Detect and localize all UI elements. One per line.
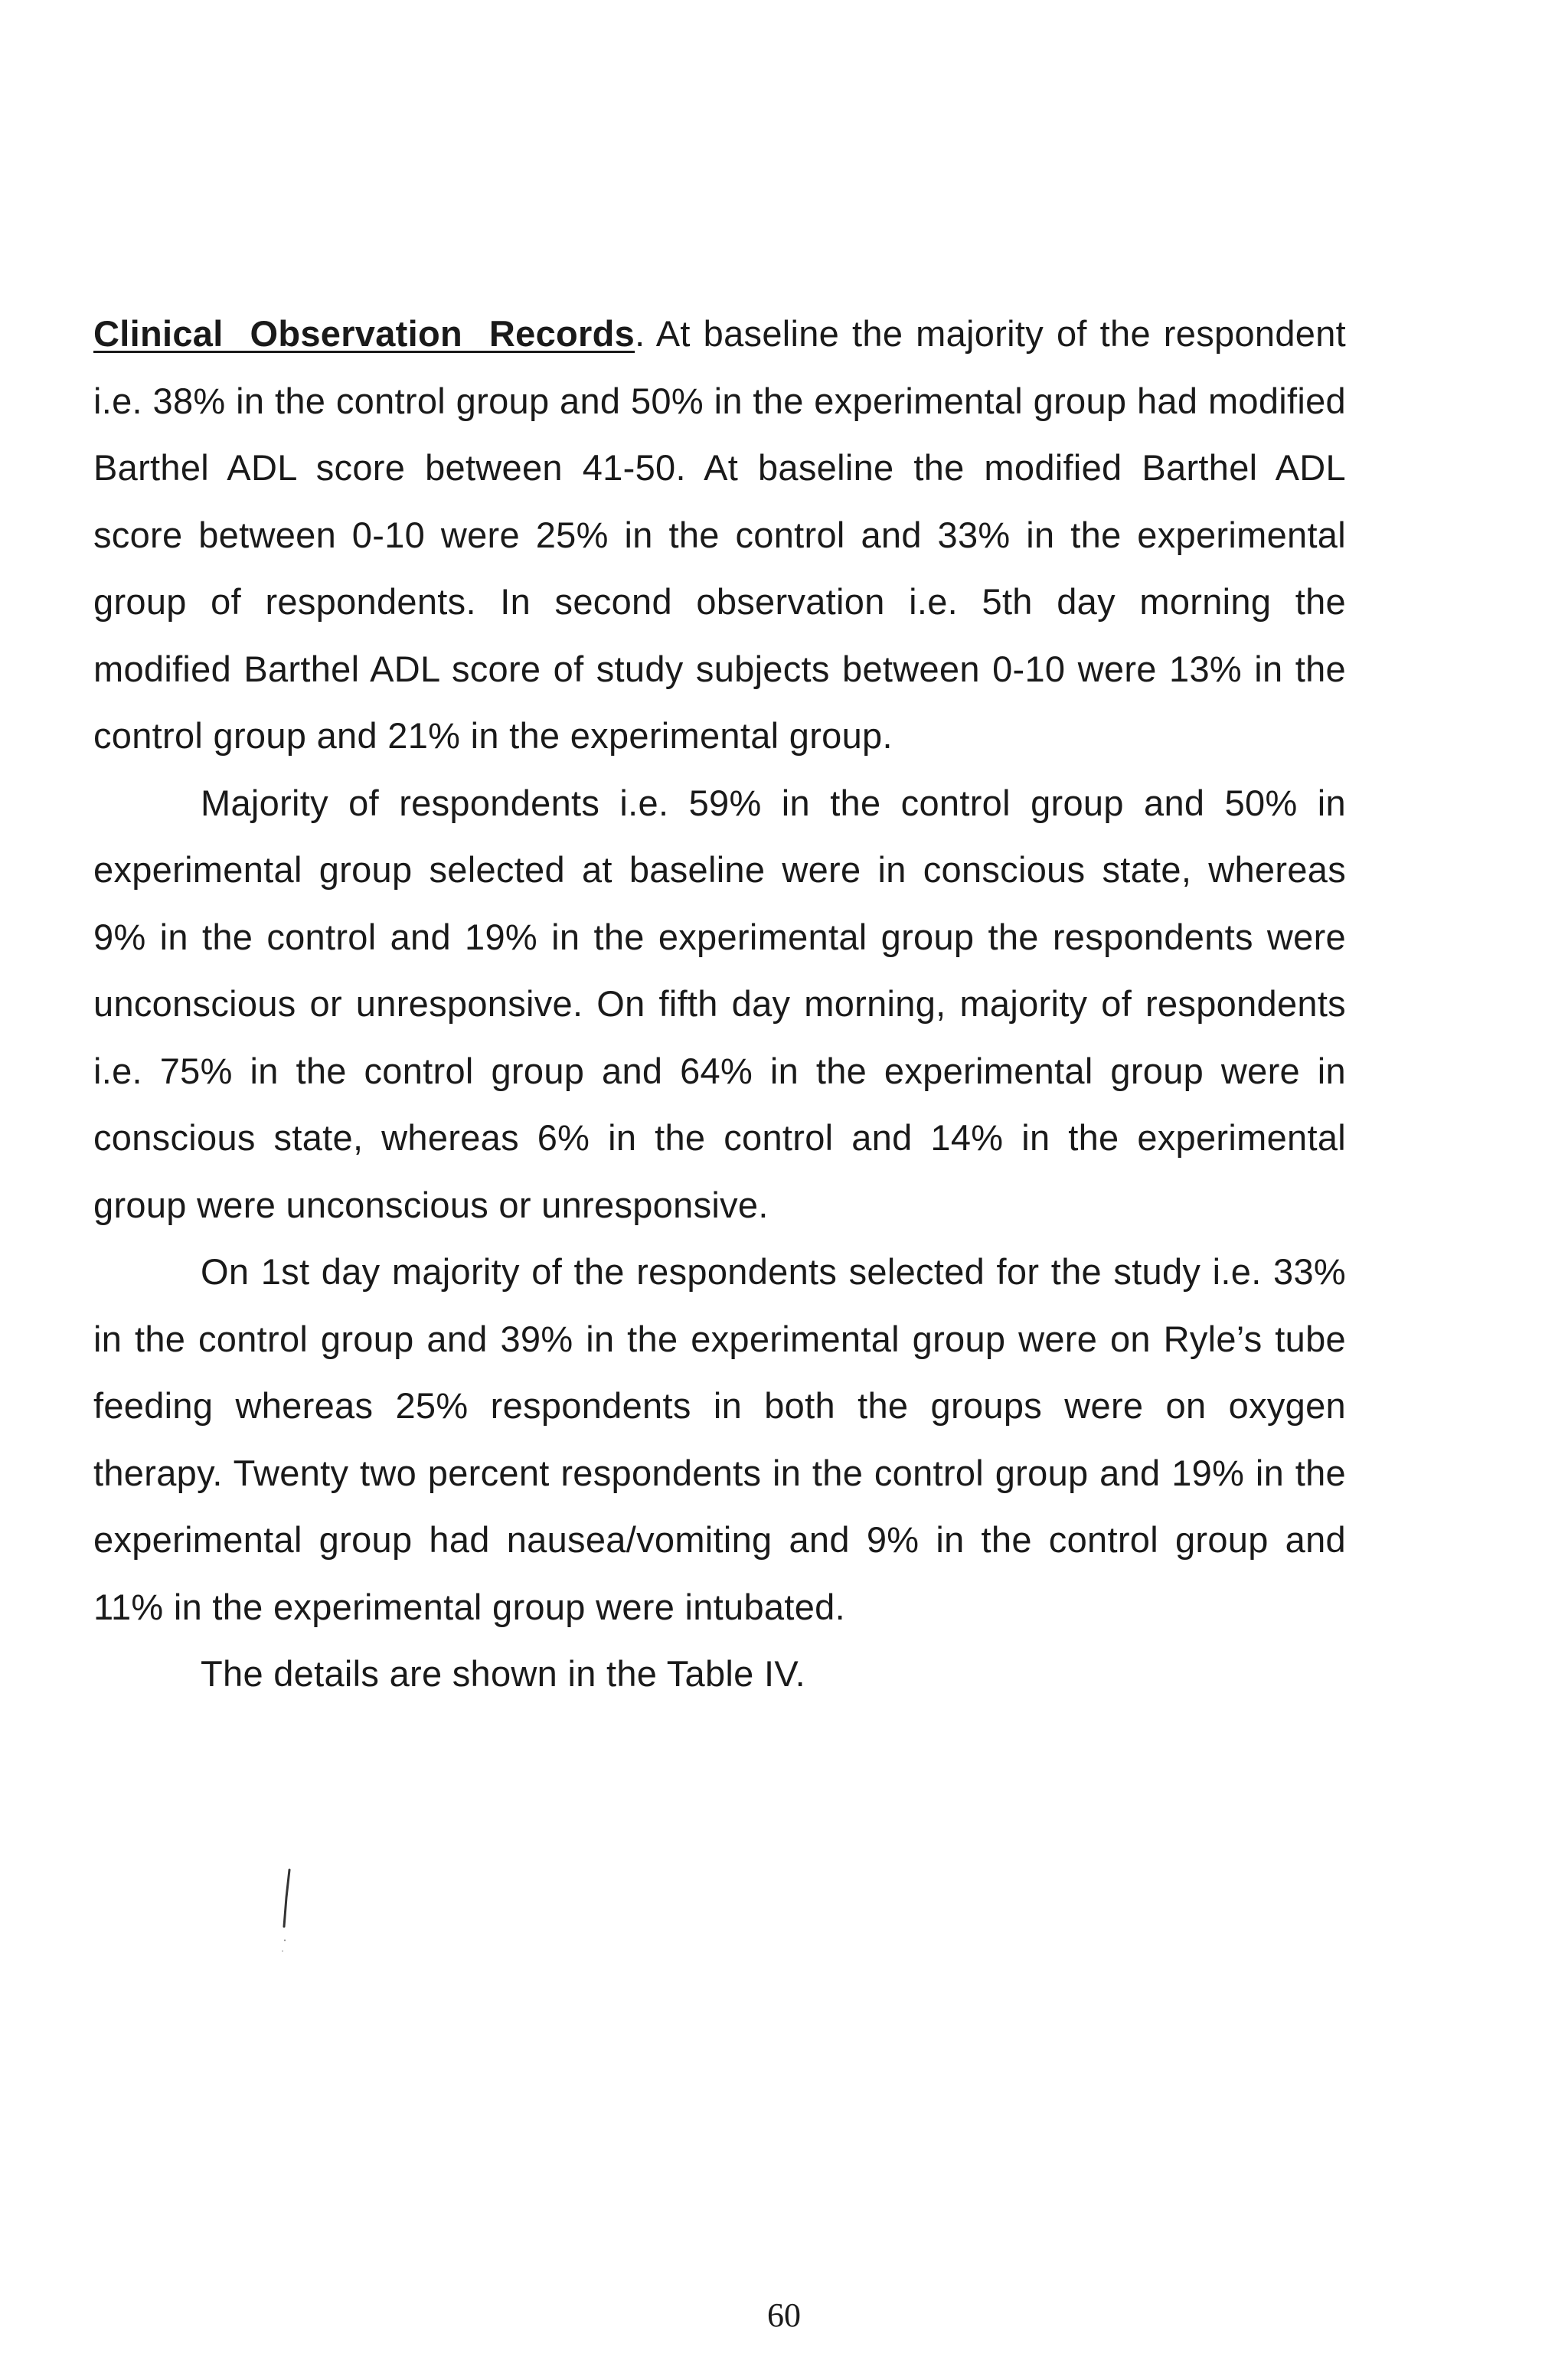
page-number: 60: [767, 2296, 801, 2334]
section-heading: Clinical Observation Records: [93, 313, 635, 354]
paragraph-feeding-therapy: On 1st day majority of the respondents selected for the study i.e. 33% in the control group and 39% in the experimental group were on Ryle’s tube feeding whereas 25% respondents in both the groups were on oxygen therapy. Twenty two percent respondents in the control group and 19% in the experimental group had nausea/vomiting and 9% in the control group and 11% in the experimental group were intubated.: [93, 1251, 1346, 1627]
paragraph-consciousness: Majority of respondents i.e. 59% in the control group and 50% in experimental group selected at baseline were in conscious state, whereas 9% in the control and 19% in the experimental group the respondents were unconscious or unresponsive. On fifth day morning, majority of respondents i.e. 75% in the control group and 64% in the experimental group were in conscious state, whereas 6% in the control and 14% in the experimental group were unconscious or unresponsive.: [93, 782, 1346, 1225]
body-text: [93, 300, 1346, 1708]
pen-mark: [271, 1867, 302, 1959]
paragraph-clinical-observation: [93, 300, 1346, 770]
heading-period: .: [635, 313, 645, 354]
paragraph-1-text: At baseline the majority of the respondent i.e. 38% in the control group and 50% in the experimental group had modified Barthel ADL score between 41-50. At baseline the modified Barthel ADL score between 0-10 were 25% in the control and 33% in the experimental group of respondents. In second observation i.e. 5th day morning the modified Barthel ADL score of study subjects between 0-10 were 13% in the control group and 21% in the experimental group.: [93, 313, 1346, 756]
paragraph-table-reference: The details are shown in the Table IV.: [201, 1653, 806, 1694]
